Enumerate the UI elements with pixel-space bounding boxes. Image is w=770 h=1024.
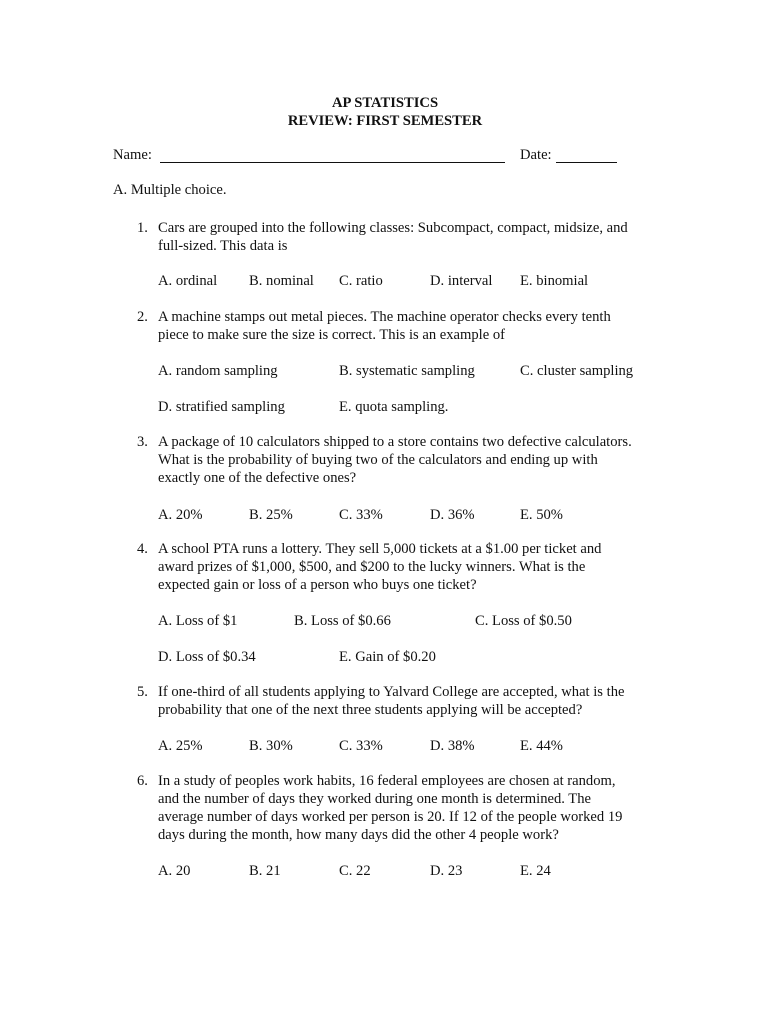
option-2b: B. systematic sampling	[339, 363, 475, 379]
option-4a: A. Loss of $1	[158, 613, 238, 629]
question-line: piece to make sure the size is correct. This is an example of	[158, 327, 506, 343]
question-line: In a study of peoples work habits, 16 federal employees are chosen at random,	[158, 773, 616, 789]
option-4d: D. Loss of $0.34	[158, 649, 256, 665]
question-text	[158, 308, 656, 344]
title-block	[0, 94, 770, 130]
option-4c: C. Loss of $0.50	[475, 613, 572, 629]
option-1e: E. binomial	[520, 273, 589, 289]
question-line: exactly one of the defective ones?	[158, 470, 357, 486]
option-5b: B. 30%	[249, 738, 293, 754]
question-line: days during the month, how many days did the other 4 people work?	[158, 827, 559, 843]
question-text	[158, 772, 656, 844]
option-2d: D. stratified sampling	[158, 399, 285, 415]
question-number: 4.	[137, 541, 148, 557]
option-4e: E. Gain of $0.20	[339, 649, 436, 665]
name-blank-line	[160, 162, 505, 163]
question-line: award prizes of $1,000, $500, and $200 to the lucky winners. What is the	[158, 559, 586, 575]
question-text	[158, 683, 656, 719]
question-number: 3.	[137, 434, 148, 450]
name-date-row	[113, 146, 633, 166]
question-number: 6.	[137, 773, 148, 789]
option-3b: B. 25%	[249, 507, 293, 523]
option-2e: E. quota sampling.	[339, 399, 449, 415]
option-6c: C. 22	[339, 863, 371, 879]
option-5d: D. 38%	[430, 738, 475, 754]
document-subtitle: REVIEW: FIRST SEMESTER	[287, 113, 483, 129]
name-label: Name:	[113, 147, 152, 163]
option-6e: E. 24	[520, 863, 551, 879]
option-1b: B. nominal	[249, 273, 314, 289]
option-1d: D. interval	[430, 273, 493, 289]
question-line: A machine stamps out metal pieces. The machine operator checks every tenth	[158, 309, 611, 325]
option-2c: C. cluster sampling	[520, 363, 634, 379]
option-1c: C. ratio	[339, 273, 383, 289]
option-1a: A. ordinal	[158, 273, 218, 289]
question-number: 2.	[137, 309, 148, 325]
date-label: Date:	[520, 147, 552, 163]
option-5a: A. 25%	[158, 738, 203, 754]
question-line: expected gain or loss of a person who buys one ticket?	[158, 577, 477, 593]
question-number: 1.	[137, 220, 148, 236]
question-line: A package of 10 calculators shipped to a store contains two defective calculators.	[158, 434, 632, 450]
question-line: A school PTA runs a lottery. They sell 5,000 tickets at a $1.00 per ticket and	[158, 541, 602, 557]
question-line: Cars are grouped into the following classes: Subcompact, compact, midsize, and	[158, 220, 628, 236]
question-line: full-sized. This data is	[158, 238, 288, 254]
option-5c: C. 33%	[339, 738, 383, 754]
question-number: 5.	[137, 684, 148, 700]
date-blank-line	[556, 162, 617, 163]
option-3d: D. 36%	[430, 507, 475, 523]
option-5e: E. 44%	[520, 738, 563, 754]
document-title: AP STATISTICS	[331, 95, 439, 111]
option-3c: C. 33%	[339, 507, 383, 523]
option-3a: A. 20%	[158, 507, 203, 523]
option-2a: A. random sampling	[158, 363, 278, 379]
option-6b: B. 21	[249, 863, 281, 879]
question-line: probability that one of the next three students applying will be accepted?	[158, 702, 583, 718]
question-text	[158, 433, 656, 487]
question-line: What is the probability of buying two of the calculators and ending up with	[158, 452, 598, 468]
option-3e: E. 50%	[520, 507, 563, 523]
question-line: If one-third of all students applying to Yalvard College are accepted, what is the	[158, 684, 625, 700]
question-text	[158, 219, 656, 255]
question-line: and the number of days they worked during one month is determined. The	[158, 791, 591, 807]
section-heading: A. Multiple choice.	[113, 182, 227, 198]
option-4b: B. Loss of $0.66	[294, 613, 391, 629]
question-text	[158, 540, 656, 594]
option-6d: D. 23	[430, 863, 463, 879]
option-6a: A. 20	[158, 863, 191, 879]
question-line: average number of days worked per person is 20. If 12 of the people worked 19	[158, 809, 623, 825]
